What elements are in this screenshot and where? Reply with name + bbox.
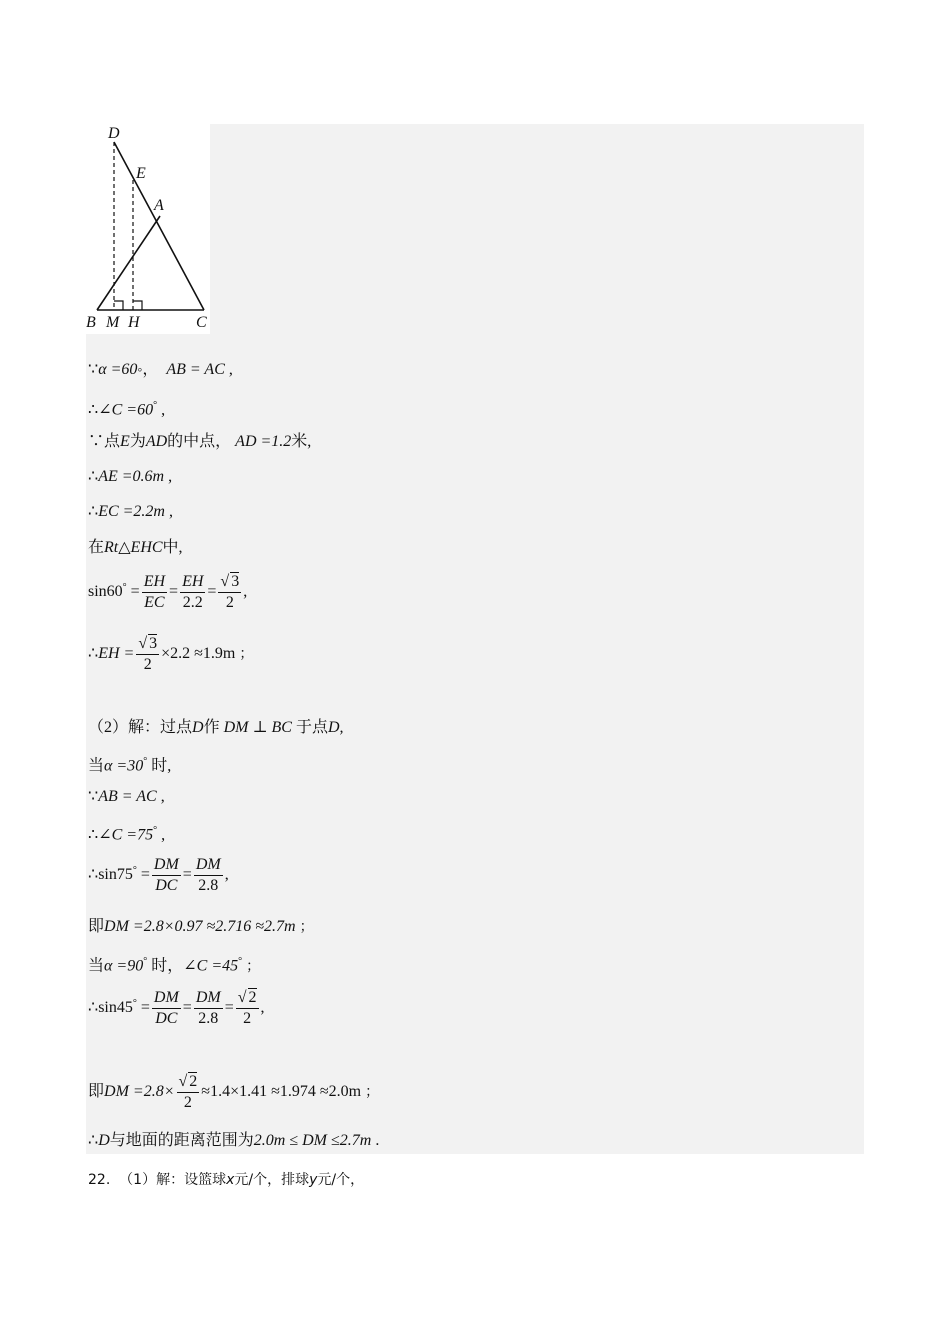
label-d: D: [108, 125, 120, 142]
label-a: A: [154, 197, 164, 214]
triangle-diagram: [82, 120, 210, 334]
fraction: $\frac{DM}{DC}$: [153, 856, 179, 894]
fraction: $\frac{√ 2}{2}$: [178, 1073, 198, 1111]
fraction: $\frac{EH}{2.2}$: [182, 573, 204, 611]
fraction: $\frac{EH}{EC}$: [143, 573, 166, 611]
solution-line-4: ∴AE =0.6m ,: [88, 468, 173, 485]
geometry-figure: [82, 120, 210, 334]
solution-line-14: 即DM =2.8×0.97 ≈2.716 ≈2.7m ；: [88, 918, 314, 935]
question-22-line: 22. （1）解：设篮球x元/个，排球y元/个，: [88, 1172, 365, 1188]
solution-line-5: ∴EC =2.2m ,: [88, 503, 173, 520]
fraction: $\frac{DM}{2.8}$: [195, 856, 221, 894]
solution-line-17: 即DM =2.8× $\frac{√ 2}{2}$ ≈1.4×1.41 ≈1.974 ≈2.0m ；: [88, 1073, 380, 1111]
solution-line-18: ∴D与地面的距离范围为2.0m ≤ DM ≤2.7m .: [88, 1132, 380, 1149]
solution-line-9: （2）解：过点D作 DM ⊥ BC 于点D,: [88, 719, 344, 736]
sqrt-icon: √: [178, 1073, 188, 1090]
label-b: B: [86, 314, 96, 331]
solution-line-3: ∵点E为AD的中点， AD =1.2米,: [88, 433, 312, 450]
sqrt-icon: √: [237, 989, 247, 1006]
solution-line-11: ∵AB = AC ,: [88, 788, 165, 805]
question-number: 22.: [88, 1172, 111, 1188]
label-c: C: [196, 314, 207, 331]
label-h: H: [128, 314, 140, 331]
solution-line-7: sin60° = $\frac{EH}{EC}$ = $\frac{EH}{2.2}$ = $\frac{√ 3}{2}$ ,: [88, 573, 248, 611]
solution-line-12: ∴∠C =75° ,: [88, 825, 166, 844]
right-angle-m: [114, 301, 123, 310]
solution-line-8: ∴EH = $\frac{√ 3}{2}$ ×2.2 ≈1.9m ；: [88, 635, 254, 673]
solution-line-15: 当α =90° 时，∠C =45° ；: [88, 956, 261, 975]
solution-line-10: 当α =30° 时,: [88, 756, 172, 775]
fraction: $\frac{√ 2}{2}$: [237, 989, 257, 1027]
label-m: M: [106, 314, 120, 331]
segment-dc: [114, 142, 204, 310]
fraction: $\frac{DM}{DC}$: [153, 989, 179, 1027]
fraction: $\frac{DM}{2.8}$: [195, 989, 221, 1027]
solution-line-16: ∴sin45° = $\frac{DM}{DC}$ = $\frac{DM}{2.8}$ = $\frac{√ 2}{2}$ ,: [88, 989, 265, 1027]
solution-line-2: ∴∠C =60° ,: [88, 400, 166, 419]
solution-line-13: ∴sin75° = $\frac{DM}{DC}$ = $\frac{DM}{2.8}$ ,: [88, 856, 229, 894]
segment-ba: [97, 216, 160, 310]
fraction: $\frac{√ 3}{2}$: [220, 573, 240, 611]
solution-line-6: 在Rt△EHC中,: [88, 539, 183, 556]
fraction: $\frac{√ 3}{2}$: [138, 635, 158, 673]
label-e: E: [136, 165, 146, 182]
sqrt-icon: √: [220, 573, 230, 590]
sqrt-icon: √: [138, 635, 148, 652]
right-angle-h: [133, 301, 142, 310]
solution-line-1: ∵α =60◦， AB = AC ,: [88, 361, 233, 378]
